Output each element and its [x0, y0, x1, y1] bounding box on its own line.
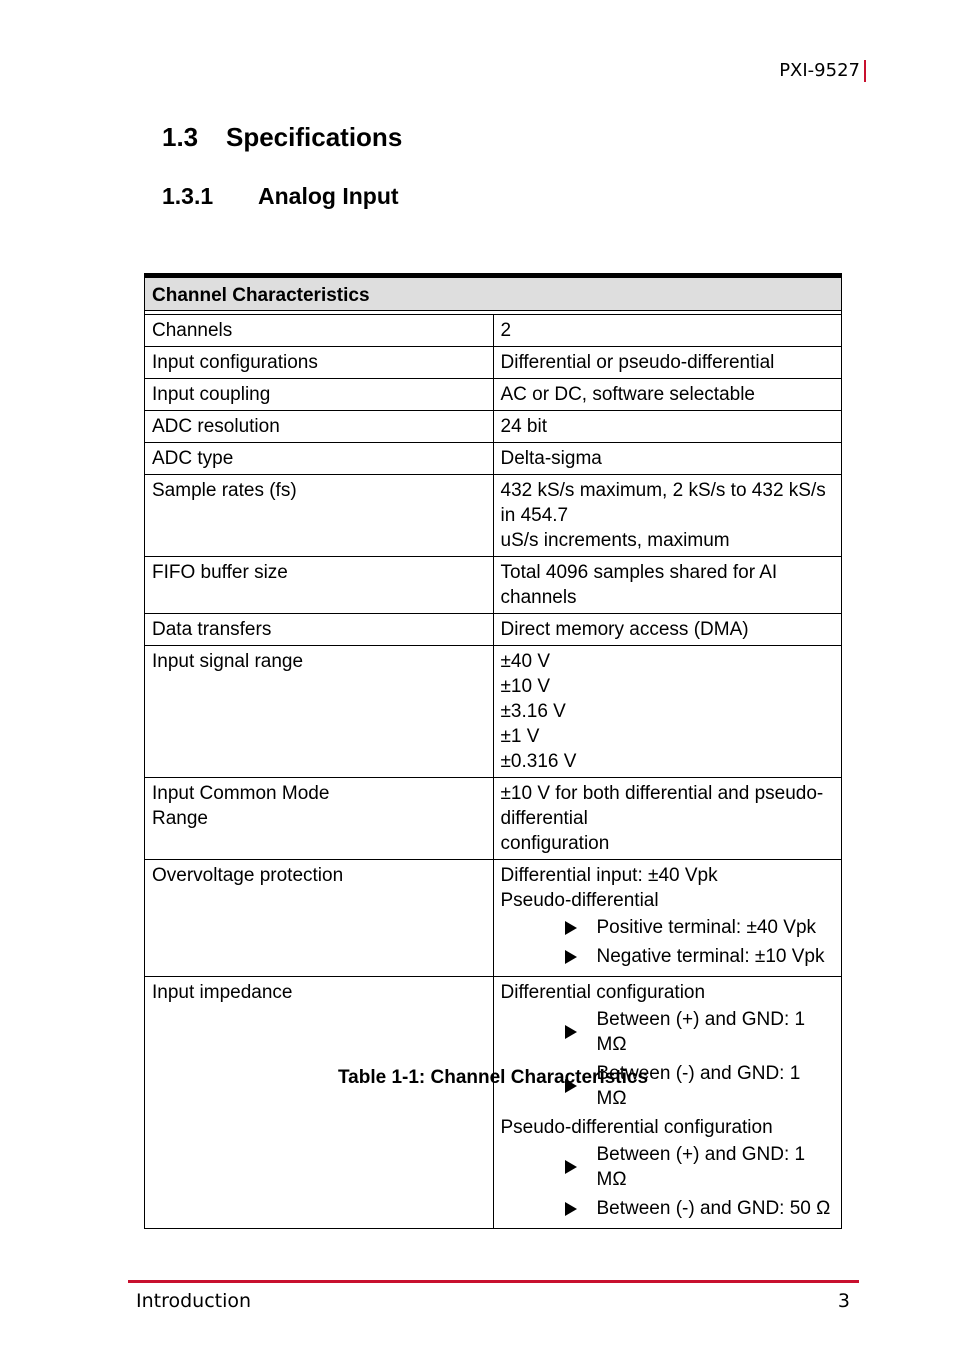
spec-value-cell	[493, 614, 842, 646]
table-row	[145, 315, 842, 347]
footer-rule	[128, 1280, 859, 1283]
spec-label: Input signal range	[152, 651, 304, 672]
triangle-bullet-icon	[565, 950, 577, 964]
spec-bullet-item	[501, 1007, 836, 1057]
triangle-bullet-icon	[565, 921, 577, 935]
spec-value-cell	[493, 443, 842, 475]
spec-bullet-item	[501, 944, 836, 969]
spec-bullet-item	[501, 1142, 836, 1192]
table-row	[145, 557, 842, 614]
spec-label-cell	[145, 614, 494, 646]
section-number: 1.3	[162, 122, 199, 152]
spec-label-cell	[145, 557, 494, 614]
spec-value-cell	[493, 977, 842, 1229]
spec-value: Differential input: ±40 Vpk	[500, 865, 718, 886]
spec-label: Input configurations	[152, 352, 318, 373]
spec-label-cell	[145, 379, 494, 411]
spec-bullet-text: Between (-) and GND: 50 Ω	[596, 1198, 831, 1219]
spec-label-cell	[145, 315, 494, 347]
spec-value: 2	[500, 320, 512, 341]
spec-label-cell	[145, 443, 494, 475]
section-heading	[162, 122, 402, 153]
table-row	[145, 977, 842, 1229]
footer-chapter: Introduction	[136, 1290, 252, 1312]
table-row	[145, 379, 842, 411]
spec-value-cell	[493, 475, 842, 557]
table-caption: Table 1-1: Channel Characteristics	[337, 1067, 649, 1088]
table-row	[145, 347, 842, 379]
spec-value: 432 kS/s maximum, 2 kS/s to 432 kS/s in 454.7	[500, 480, 826, 526]
spec-label: Input Common Mode	[152, 783, 330, 804]
spec-value: 24 bit	[500, 416, 547, 437]
spec-value: Total 4096 samples shared for AI channels	[500, 562, 778, 608]
spec-value: Differential configuration	[500, 982, 706, 1003]
spec-bullet-text: Between (+) and GND: 1 MΩ	[596, 1144, 806, 1190]
spec-bullet-text: Between (-) and GND: 1 MΩ	[596, 1063, 801, 1109]
triangle-bullet-icon	[565, 1202, 577, 1216]
spec-label: Data transfers	[152, 619, 272, 640]
subsection-number: 1.3.1	[162, 183, 214, 209]
spec-value: ±1 V	[500, 726, 540, 747]
spec-value-cell	[493, 646, 842, 778]
spec-label-cell	[145, 778, 494, 860]
spec-value: ±3.16 V	[500, 701, 566, 722]
spec-value: uS/s increments, maximum	[500, 530, 730, 551]
spec-value-cell	[493, 315, 842, 347]
spec-value-cell	[493, 347, 842, 379]
spec-label: Sample rates (fs)	[152, 480, 297, 501]
spec-label: ADC type	[152, 448, 234, 469]
spec-bullet-text: Positive terminal: ±40 Vpk	[596, 917, 817, 938]
spec-value: ±40 V	[500, 651, 551, 672]
spec-label: Input impedance	[152, 982, 293, 1003]
spec-label: Input coupling	[152, 384, 271, 405]
spec-value-cell	[493, 860, 842, 977]
spec-value: Differential or pseudo-differential	[500, 352, 775, 373]
spec-value: Pseudo-differential	[500, 890, 659, 911]
spec-value: AC or DC, software selectable	[500, 384, 755, 405]
spec-value: Direct memory access (DMA)	[500, 619, 749, 640]
spec-label: Range	[152, 808, 208, 829]
document-id: PXI-9527	[779, 60, 860, 81]
spec-value-cell	[493, 557, 842, 614]
table-row	[145, 443, 842, 475]
table-header-row	[145, 276, 842, 311]
header-accent-bar	[864, 60, 866, 82]
spec-label-cell	[145, 977, 494, 1229]
spec-bullet-text: Between (+) and GND: 1 MΩ	[596, 1009, 806, 1055]
table-row	[145, 646, 842, 778]
spec-bullet-item	[501, 915, 836, 940]
spec-label: Channels	[152, 320, 233, 341]
spec-value-cell	[493, 379, 842, 411]
spec-label-cell	[145, 347, 494, 379]
running-header	[779, 60, 866, 82]
spec-value: ±10 V	[500, 676, 551, 697]
table-title: Channel Characteristics	[145, 276, 842, 311]
triangle-bullet-icon	[565, 1025, 577, 1039]
table-row	[145, 778, 842, 860]
spec-value: Pseudo-differential configuration	[500, 1117, 773, 1138]
table-row	[145, 411, 842, 443]
triangle-bullet-icon	[565, 1160, 577, 1174]
spec-value: configuration	[500, 833, 610, 854]
spec-label-cell	[145, 860, 494, 977]
spec-label-cell	[145, 475, 494, 557]
spec-label: Overvoltage protection	[152, 865, 344, 886]
spec-value-cell	[493, 411, 842, 443]
spec-label-cell	[145, 411, 494, 443]
section-title: Specifications	[226, 122, 403, 152]
subsection-title: Analog Input	[258, 183, 399, 209]
table-row	[145, 860, 842, 977]
spec-label: FIFO buffer size	[152, 562, 288, 583]
spec-value: Delta-sigma	[500, 448, 602, 469]
spec-value-cell	[493, 778, 842, 860]
spec-bullet-item	[501, 1196, 836, 1221]
spec-value: ±10 V for both differential and pseudo-differential	[500, 783, 824, 829]
table-row	[145, 475, 842, 557]
spec-value: ±0.316 V	[500, 751, 577, 772]
footer-page-number: 3	[837, 1290, 850, 1312]
spec-label-cell	[145, 646, 494, 778]
spec-bullet-text: Negative terminal: ±10 Vpk	[596, 946, 825, 967]
subsection-heading	[162, 183, 399, 210]
table-row	[145, 614, 842, 646]
spec-label: ADC resolution	[152, 416, 280, 437]
